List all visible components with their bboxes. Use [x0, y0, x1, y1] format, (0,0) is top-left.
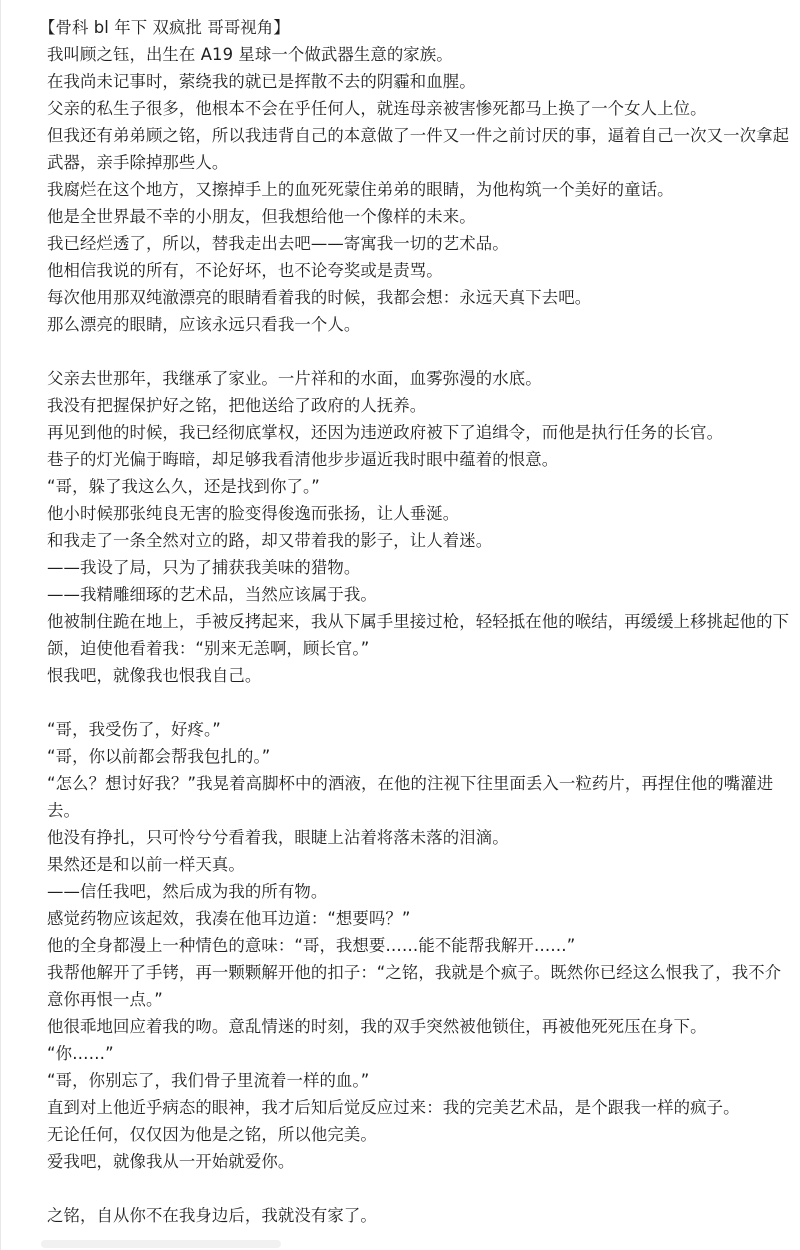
paragraph-4 [47, 1202, 797, 1229]
text-line: 无论任何，仅仅因为他是之铭，所以他完美。 [47, 1125, 377, 1144]
text-line: 直到对上他近乎病态的眼神，我才后知后觉反应过来：我的完美艺术品，是个跟我一样的疯子。 [47, 1098, 740, 1117]
text-line: 感觉药物应该起效，我凑在他耳边道：“想要吗？” [47, 909, 411, 928]
text-line: 我没有把握保护好之铭，把他送给了政府的人抚养。 [47, 396, 427, 415]
text-line: 爱我吧，就像我从一开始就爱你。 [47, 1152, 295, 1171]
text-line: 再见到他的时候，我已经彻底掌权，还因为违逆政府被下了追缉令，而他是执行任务的长官。 [47, 423, 724, 442]
text-line: “哥，躲了我这么久，还是找到你了。” [47, 477, 320, 496]
text-line: “哥，你以前都会帮我包扎的。” [47, 747, 271, 766]
text-line: 但我还有弟弟顾之铭，所以我违背自己的本意做了一件又一件之前讨厌的事，逼着自己一次又一次拿起武器，亲手除掉那些人。 [47, 126, 790, 172]
text-line: “哥，我受伤了，好疼。” [47, 720, 221, 739]
paragraph-2 [47, 365, 797, 689]
story-text [39, 14, 797, 1229]
text-line: “哥，你别忘了，我们骨子里流着一样的血。” [47, 1071, 370, 1090]
text-line: 他相信我说的所有，不论好坏，也不论夸奖或是责骂。 [47, 261, 443, 280]
text-line: 他很乖地回应着我的吻。意乱情迷的时刻，我的双手突然被他锁住，再被他死死压在身下。 [47, 1017, 707, 1036]
text-line: 他没有挣扎，只可怜兮兮看着我，眼睫上沾着将落未落的泪滴。 [47, 828, 509, 847]
story-title: 【骨科 bl 年下 双疯批 哥哥视角】 [39, 18, 290, 37]
text-line: 在我尚未记事时，萦绕我的就已是挥散不去的阴霾和血腥。 [47, 72, 476, 91]
text-line: ——信任我吧，然后成为我的所有物。 [47, 882, 328, 901]
text-line: “你……” [47, 1044, 114, 1063]
text-line: 恨我吧，就像我也恨我自己。 [47, 666, 262, 685]
paragraph-gap [47, 1175, 797, 1202]
text-line: 每次他用那双纯澈漂亮的眼睛看着我的时候，我都会想：永远天真下去吧。 [47, 288, 592, 307]
paragraph-1 [47, 41, 797, 338]
text-line: ——我设了局，只为了捕获我美味的猎物。 [47, 558, 361, 577]
text-line: 我叫顾之钰，出生在 A19 星球一个做武器生意的家族。 [47, 45, 453, 64]
text-line: 那么漂亮的眼睛，应该永远只看我一个人。 [47, 315, 361, 334]
text-line: 我已经烂透了，所以，替我走出去吧——寄寓我一切的艺术品。 [47, 234, 509, 253]
text-line: 和我走了一条全然对立的路，却又带着我的影子，让人着迷。 [47, 531, 493, 550]
paragraph-3 [47, 716, 797, 1175]
text-line: 他被制住跪在地上，手被反拷起来，我从下属手里接过枪，轻轻抵在他的喉结，再缓缓上移挑起他的下颌，迫使他看着我：“别来无恙啊，顾长官。” [47, 612, 790, 658]
paragraph-gap [47, 338, 797, 365]
text-line: “怎么？想讨好我？”我晃着高脚杯中的酒液，在他的注视下往里面丢入一粒药片，再捏住他的嘴灌进去。 [47, 774, 774, 820]
text-line: 果然还是和以前一样天真。 [47, 855, 245, 874]
bottom-smudge [41, 1240, 281, 1248]
text-line: 我帮他解开了手铐，再一颗颗解开他的扣子：“之铭，我就是个疯子。既然你已经这么恨我了，我不介意你再恨一点。” [47, 963, 782, 1009]
text-line: 他小时候那张纯良无害的脸变得俊逸而张扬，让人垂涎。 [47, 504, 460, 523]
text-line: 父亲的私生子很多，他根本不会在乎任何人，就连母亲被害惨死都马上换了一个女人上位。 [47, 99, 707, 118]
text-line: 父亲去世那年，我继承了家业。一片祥和的水面，血雾弥漫的水底。 [47, 369, 542, 388]
text-line: 巷子的灯光偏于晦暗，却足够我看清他步步逼近我时眼中蕴着的恨意。 [47, 450, 559, 469]
text-line: 他的全身都漫上一种情色的意味：“哥，我想要……能不能帮我解开……” [47, 936, 576, 955]
text-line: 我腐烂在这个地方，又擦掉手上的血死死蒙住弟弟的眼睛，为他构筑一个美好的童话。 [47, 180, 674, 199]
text-line: 他是全世界最不幸的小朋友，但我想给他一个像样的未来。 [47, 207, 476, 226]
text-line: 之铭，自从你不在我身边后，我就没有家了。 [47, 1206, 377, 1225]
paragraph-gap [47, 689, 797, 716]
text-line: ——我精雕细琢的艺术品，当然应该属于我。 [47, 585, 377, 604]
